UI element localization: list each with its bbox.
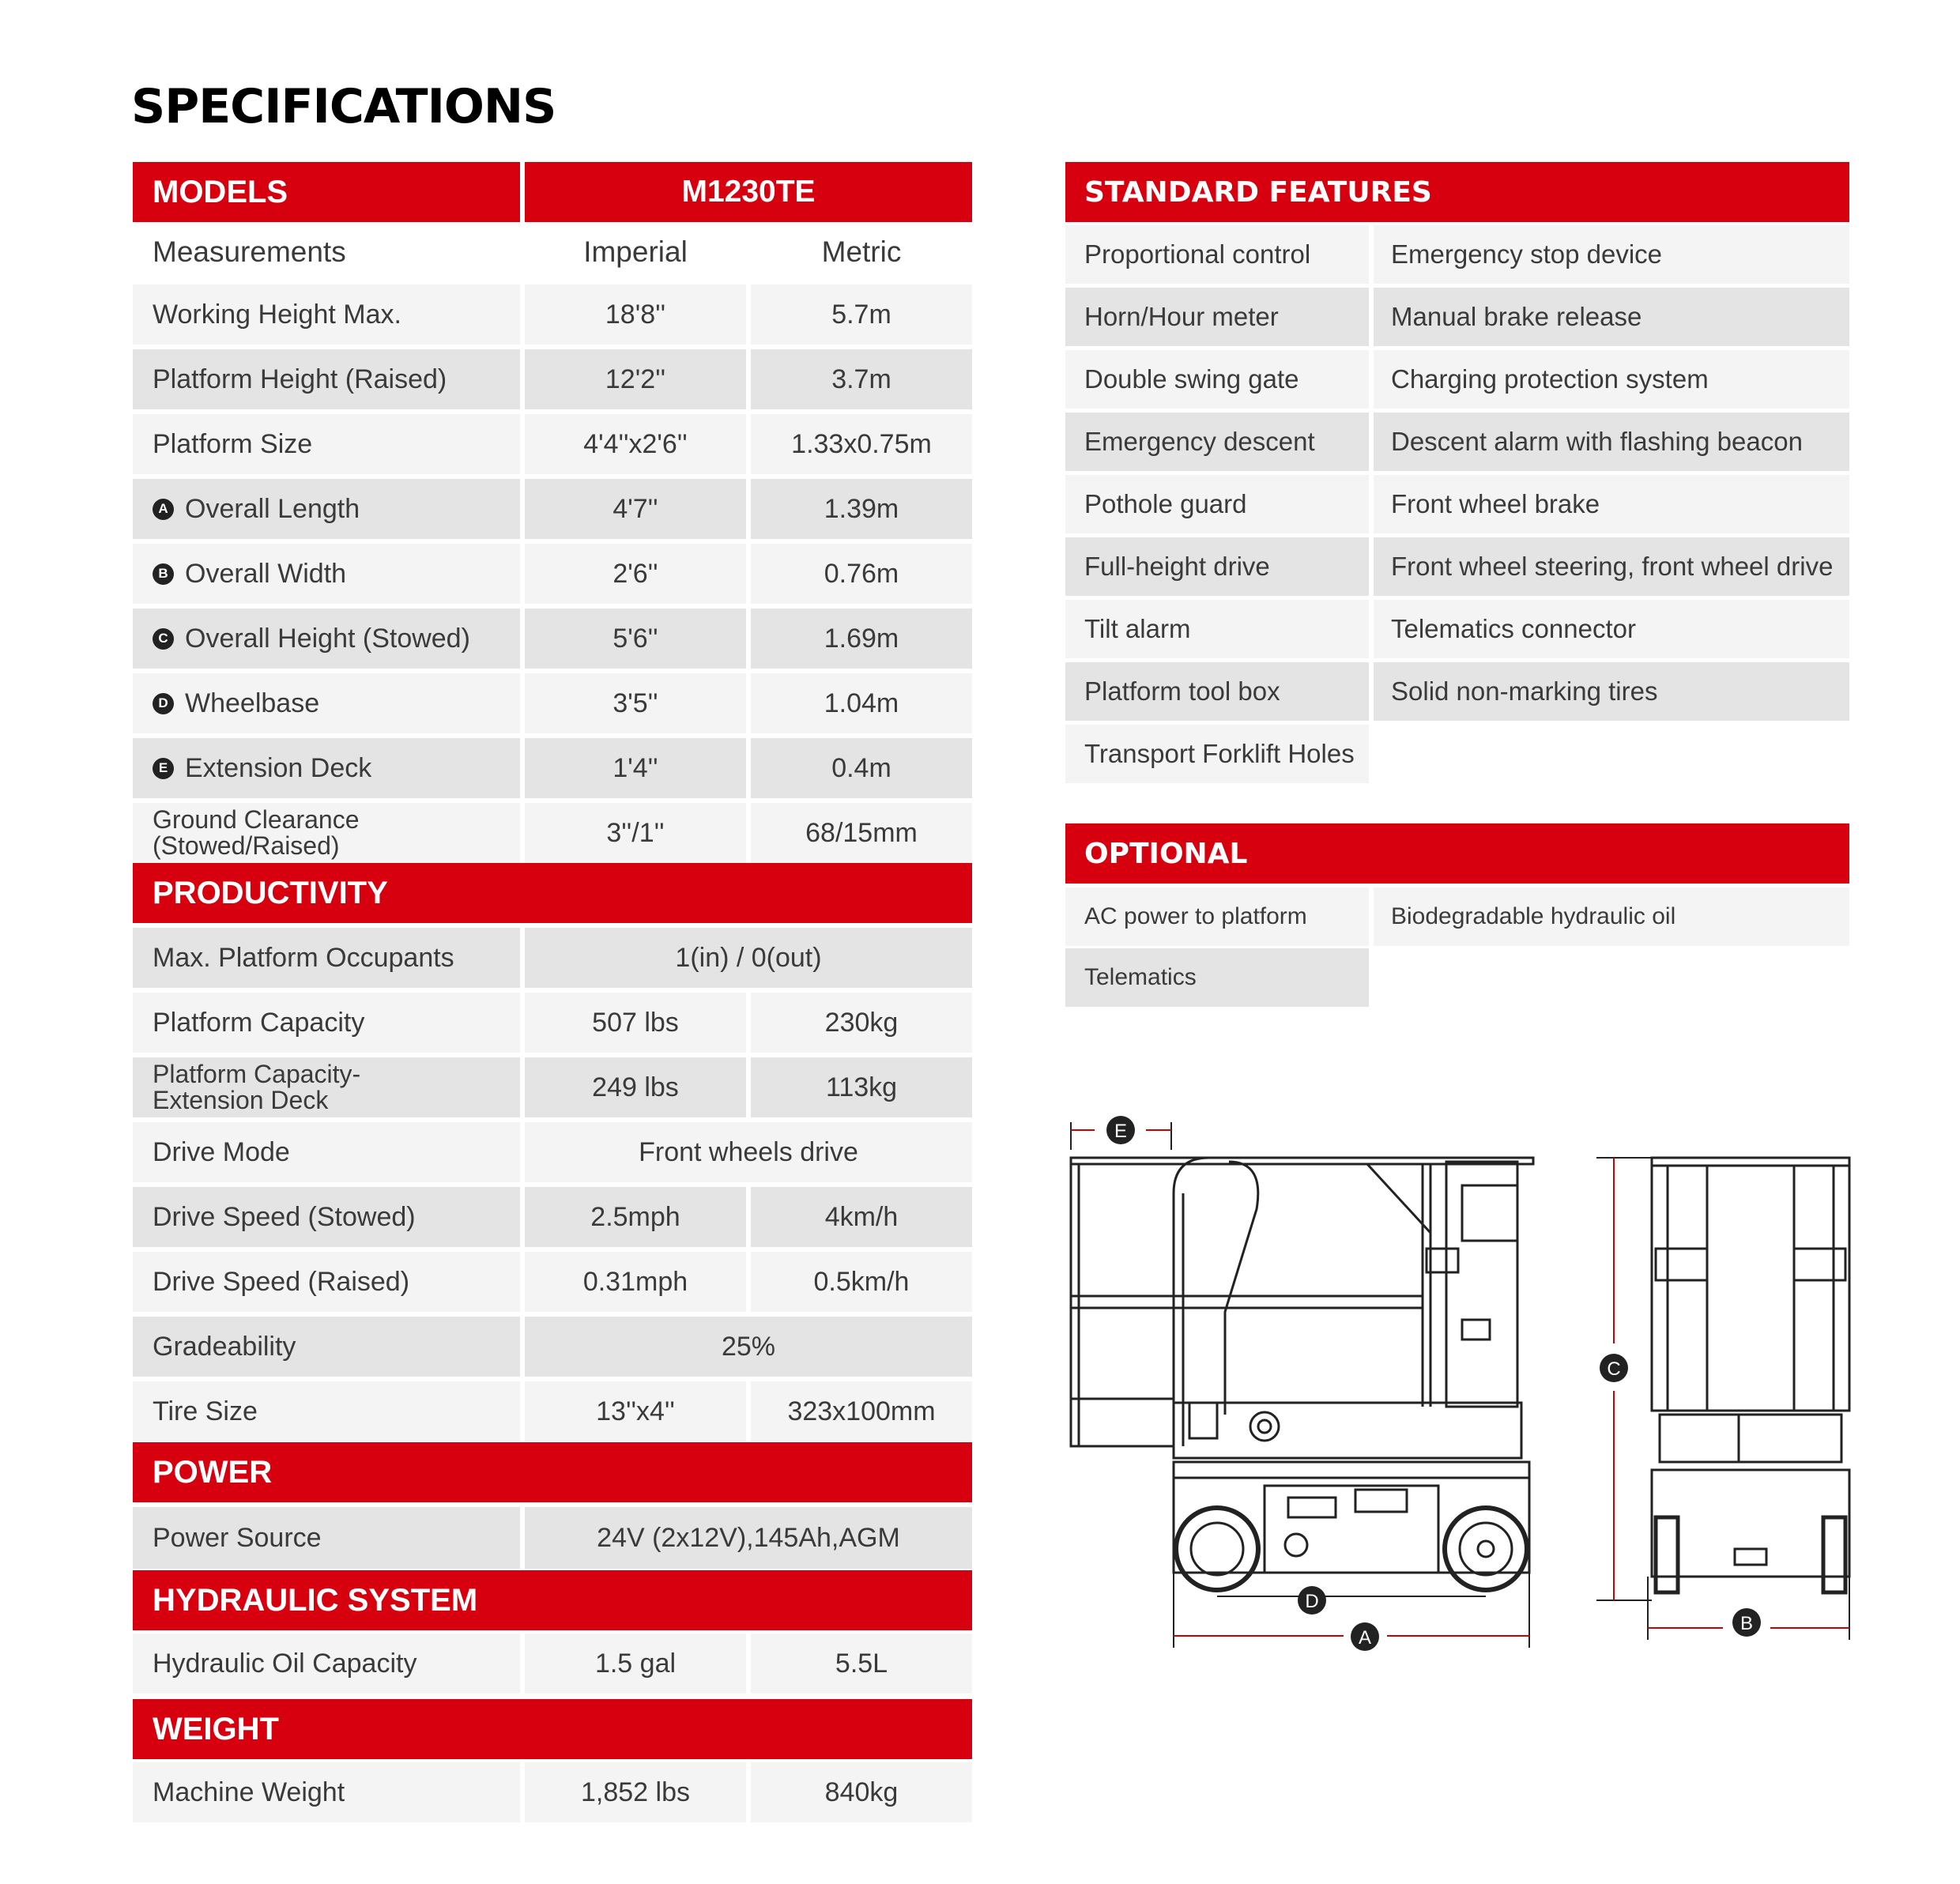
spec-metric: 1.33x0.75m bbox=[751, 414, 972, 474]
spec-label: Overall Length bbox=[185, 493, 360, 524]
spec-metric: 840kg bbox=[751, 1762, 972, 1822]
spec-value: 25% bbox=[525, 1317, 972, 1377]
optional-header: OPTIONAL bbox=[1065, 823, 1849, 884]
feature-item: Emergency descent bbox=[1065, 413, 1369, 471]
spec-metric: 1.69m bbox=[751, 609, 972, 669]
dimension-label-d-text: D bbox=[1305, 1591, 1319, 1612]
spec-metric: 230kg bbox=[751, 993, 972, 1053]
spec-imperial: 249 lbs bbox=[525, 1057, 746, 1117]
feature-item: Double swing gate bbox=[1065, 350, 1369, 409]
badge-c-icon: C bbox=[153, 628, 174, 650]
spec-imperial: 13''x4'' bbox=[525, 1381, 746, 1441]
spec-label: Wheelbase bbox=[185, 688, 320, 718]
feature-item: Charging protection system bbox=[1374, 350, 1849, 409]
page-title: SPECIFICATIONS bbox=[131, 79, 556, 134]
feature-item: Emergency stop device bbox=[1374, 225, 1849, 284]
spec-label: Overall Height (Stowed) bbox=[185, 623, 470, 654]
feature-item: Front wheel brake bbox=[1374, 475, 1849, 533]
power-title: POWER bbox=[133, 1442, 972, 1502]
badge-e-icon: E bbox=[153, 758, 174, 779]
dimension-label-e-text: E bbox=[1114, 1121, 1128, 1142]
spec-metric: 1.39m bbox=[751, 479, 972, 539]
spec-label: Drive Mode bbox=[133, 1122, 520, 1182]
front-view-drawing bbox=[1596, 1158, 1849, 1640]
spec-metric: 0.4m bbox=[751, 738, 972, 798]
spec-imperial: 5'6'' bbox=[525, 609, 746, 669]
feature-item: Transport Forklift Holes bbox=[1065, 725, 1369, 783]
spec-metric: 3.7m bbox=[751, 349, 972, 409]
spec-label: Extension Deck bbox=[185, 752, 372, 783]
productivity-title: PRODUCTIVITY bbox=[133, 863, 972, 923]
feature-item: Platform tool box bbox=[1065, 662, 1369, 721]
hydraulic-title: HYDRAULIC SYSTEM bbox=[133, 1570, 972, 1630]
optional-item: Telematics bbox=[1065, 948, 1369, 1007]
spec-label: Gradeability bbox=[133, 1317, 520, 1377]
feature-item: Front wheel steering, front wheel drive bbox=[1374, 537, 1849, 596]
spec-label: Drive Speed (Stowed) bbox=[133, 1187, 520, 1247]
spec-metric: 5.5L bbox=[751, 1633, 972, 1694]
spec-imperial: 1'4'' bbox=[525, 738, 746, 798]
dimension-label-c bbox=[1600, 1354, 1628, 1382]
spec-metric: 68/15mm bbox=[751, 803, 972, 863]
dimension-label-a-text: A bbox=[1358, 1627, 1372, 1648]
spec-label-line2: Extension Deck bbox=[153, 1086, 329, 1114]
weight-title: WEIGHT bbox=[133, 1699, 972, 1759]
dimension-label-e bbox=[1106, 1116, 1135, 1144]
feature-item: Proportional control bbox=[1065, 225, 1369, 284]
feature-item: Telematics connector bbox=[1374, 600, 1849, 658]
side-view-drawing bbox=[1071, 1122, 1533, 1648]
spec-value: Front wheels drive bbox=[525, 1122, 972, 1182]
spec-imperial: 3''/1'' bbox=[525, 803, 746, 863]
feature-item: Pothole guard bbox=[1065, 475, 1369, 533]
spec-imperial: 18'8'' bbox=[525, 284, 746, 345]
dimension-label-c-text: C bbox=[1607, 1358, 1621, 1380]
spec-label: Overall Width bbox=[185, 558, 347, 589]
dimension-label-a bbox=[1351, 1622, 1379, 1651]
spec-label: Tire Size bbox=[133, 1381, 520, 1441]
spec-metric: 0.76m bbox=[751, 544, 972, 604]
spec-imperial: 0.31mph bbox=[525, 1252, 746, 1312]
spec-imperial: 1.5 gal bbox=[525, 1633, 746, 1694]
spec-label: Platform Size bbox=[133, 414, 520, 474]
badge-b-icon: B bbox=[153, 563, 174, 585]
feature-item: Descent alarm with flashing beacon bbox=[1374, 413, 1849, 471]
standard-features-header: STANDARD FEATURES bbox=[1065, 162, 1849, 222]
spec-label: Power Source bbox=[133, 1507, 520, 1569]
spec-imperial: 1,852 lbs bbox=[525, 1762, 746, 1822]
badge-d-icon: D bbox=[153, 693, 174, 714]
spec-metric: 1.04m bbox=[751, 673, 972, 733]
spec-metric: 0.5km/h bbox=[751, 1252, 972, 1312]
spec-metric: 4km/h bbox=[751, 1187, 972, 1247]
spec-metric: 323x100mm bbox=[751, 1381, 972, 1441]
dimension-label-b-text: B bbox=[1740, 1613, 1754, 1634]
imperial-label: Imperial bbox=[525, 222, 746, 282]
spec-label: Platform Height (Raised) bbox=[133, 349, 520, 409]
spec-imperial: 4'7'' bbox=[525, 479, 746, 539]
feature-item: Tilt alarm bbox=[1065, 600, 1369, 658]
spec-imperial: 4'4''x2'6'' bbox=[525, 414, 746, 474]
feature-item: Horn/Hour meter bbox=[1065, 288, 1369, 346]
spec-imperial: 2'6'' bbox=[525, 544, 746, 604]
spec-label: Platform Capacity bbox=[133, 993, 520, 1053]
spec-metric: 113kg bbox=[751, 1057, 972, 1117]
dimension-label-b bbox=[1732, 1608, 1761, 1637]
spec-label: Hydraulic Oil Capacity bbox=[133, 1633, 520, 1694]
feature-item: Solid non-marking tires bbox=[1374, 662, 1849, 721]
model-name: M1230TE bbox=[525, 162, 972, 222]
spec-imperial: 2.5mph bbox=[525, 1187, 746, 1247]
spec-label: Machine Weight bbox=[133, 1762, 520, 1822]
metric-label: Metric bbox=[751, 222, 972, 282]
spec-imperial: 3'5'' bbox=[525, 673, 746, 733]
spec-imperial: 12'2'' bbox=[525, 349, 746, 409]
feature-item: Full-height drive bbox=[1065, 537, 1369, 596]
spec-label: Max. Platform Occupants bbox=[133, 928, 520, 988]
feature-item: Manual brake release bbox=[1374, 288, 1849, 346]
spec-metric: 5.7m bbox=[751, 284, 972, 345]
spec-label-line1: Platform Capacity- bbox=[153, 1060, 361, 1088]
measurements-label: Measurements bbox=[133, 222, 520, 282]
spec-imperial: 507 lbs bbox=[525, 993, 746, 1053]
optional-item: AC power to platform bbox=[1065, 887, 1369, 946]
spec-label-line2: (Stowed/Raised) bbox=[153, 831, 340, 860]
spec-label: Drive Speed (Raised) bbox=[133, 1252, 520, 1312]
badge-a-icon: A bbox=[153, 499, 174, 520]
spec-label: Working Height Max. bbox=[133, 284, 520, 345]
optional-item: Biodegradable hydraulic oil bbox=[1374, 887, 1849, 946]
dimension-label-d bbox=[1298, 1586, 1326, 1615]
spec-value: 24V (2x12V),145Ah,AGM bbox=[525, 1507, 972, 1569]
spec-value: 1(in) / 0(out) bbox=[525, 928, 972, 988]
models-label: MODELS bbox=[133, 162, 520, 222]
spec-label-line1: Ground Clearance bbox=[153, 805, 360, 834]
